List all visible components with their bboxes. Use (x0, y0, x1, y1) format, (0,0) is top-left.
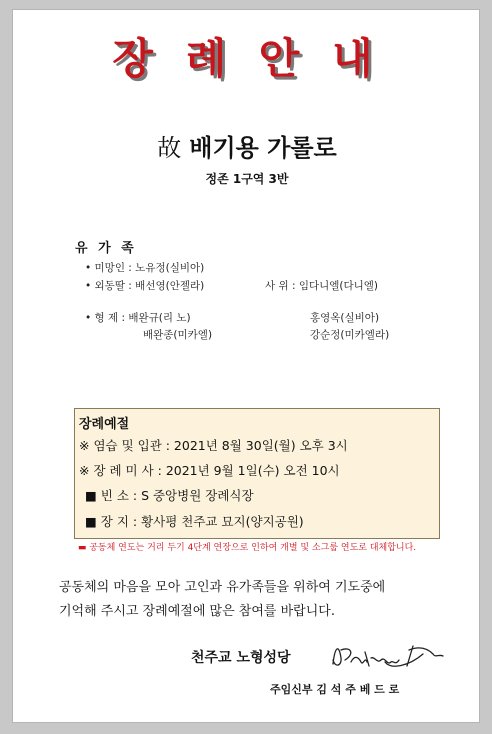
family-siblings: • 형 제 : 배완규(리 노) (85, 312, 191, 324)
organization-name: 천주교 노형성당 (191, 650, 291, 666)
family-siblings: 배완종(미카엘) (143, 329, 213, 341)
deceased-name: 배기용 가롤로 (189, 134, 337, 162)
parish-district: 정존 1구역 3반 (205, 172, 289, 186)
schedule-heading: 장례예절 (79, 417, 130, 432)
family-siblings: 강순정(미카엘라) (310, 329, 390, 341)
notice-text: ▬ 공동체 연도는 거리 두기 4단계 연장으로 인하여 개별 및 소그룹 연도로 대체합니다. (77, 543, 417, 553)
handwritten-signature (329, 636, 449, 676)
deceased-name-line (13, 128, 481, 163)
family-widow: • 미망인 : 노유정(실비아) (85, 262, 205, 274)
family-siblings: 홍영옥(실비아) (310, 312, 380, 324)
schedule-row: ※ 장 례 미 사 : 2021년 9월 1일(수) 오전 10시 (79, 463, 340, 478)
schedule-row: ■ 빈 소 : S 중앙병원 장례식장 (85, 488, 254, 503)
family-daughter: • 외동딸 : 배선영(안젤라) (85, 280, 205, 292)
funeral-notice-card (12, 9, 480, 723)
family-son-in-law: 사 위 : 임다니엘(다니엘) (265, 280, 379, 292)
schedule-row: ※ 염습 및 입관 : 2021년 8월 30일(월) 오후 3시 (79, 438, 348, 453)
message-line: 기억해 주시고 장례예절에 많은 참여를 바랍니다. (59, 604, 335, 619)
schedule-row: ■ 장 지 : 황사평 천주교 묘지(양지공원) (85, 514, 304, 529)
deceased-prefix: 故 (157, 134, 182, 162)
schedule-box (74, 408, 440, 539)
pastor-name: 주임신부 김 석 주 베 드 로 (270, 683, 400, 696)
message-line: 공동체의 마음을 모아 고인과 유가족들을 위하여 기도중에 (59, 580, 386, 595)
family-heading: 유 가 족 (75, 241, 137, 256)
notice-title: 장 례 안 내 (112, 34, 382, 83)
